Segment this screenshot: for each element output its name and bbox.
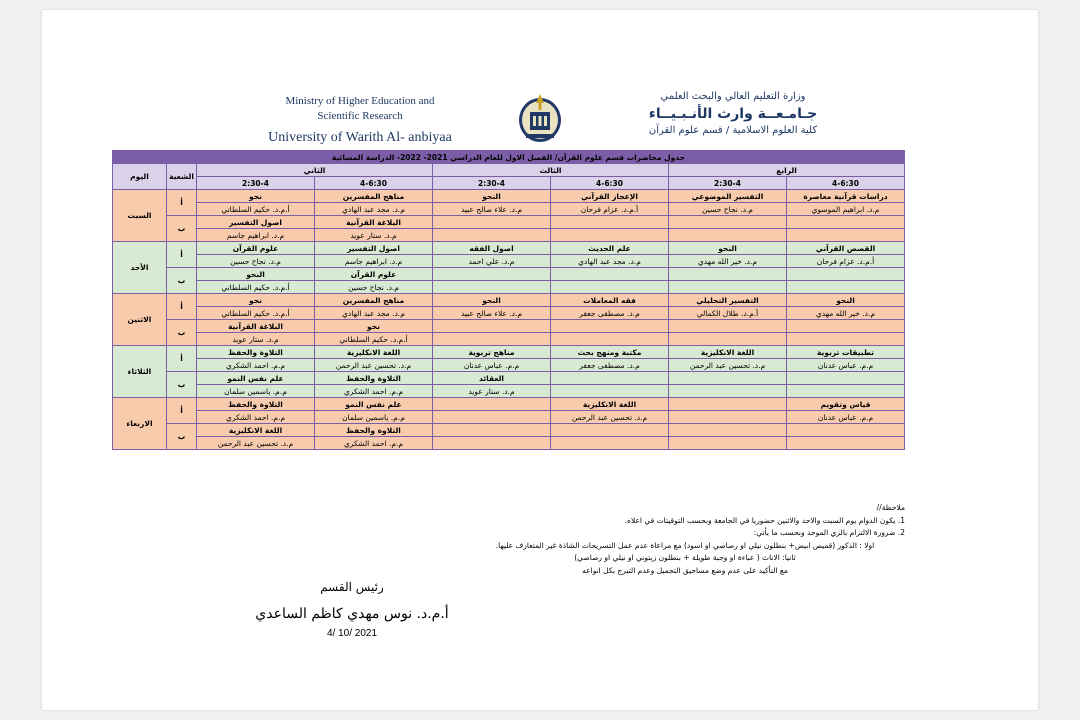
course-cell-0-1-5: اصول التفسير [197,216,315,229]
table-row [112,281,904,294]
course-cell-3-0-2: مكتبة ومنهج بحث [551,346,669,359]
teacher-cell-1-1-2 [551,281,669,294]
stage-header-1: الثالث [433,164,669,177]
course-cell-2-0-3: النحو [433,294,551,307]
note-3: اولا : الذكور (قميص ابيض+ بنطلون نيلي او رصاصي او اسود) مع مراعاة عدم عمل التسريحات الشاذة غير المتعارف عليها. [495,540,875,550]
section-cell-2-1: ب [167,320,197,346]
stage-header-0: الرابع [669,164,905,177]
time-header-5: 2:30-4 [197,177,315,190]
table-row [112,216,904,229]
section-cell-3-0: أ [167,346,197,372]
table-row [112,372,904,385]
day-cell-1: الأحد [112,242,166,294]
table-row [112,424,904,437]
section-cell-0-0: أ [167,190,197,216]
section-header: الشعبة [167,164,197,190]
signature-block [222,580,482,639]
course-cell-1-1-0 [787,268,905,281]
teacher-cell-0-1-4: م.د. ستار عويد [315,229,433,242]
table-row [112,398,904,411]
section-cell-0-1: ب [167,216,197,242]
course-cell-3-0-0: تطبيقات تربوية [787,346,905,359]
course-cell-0-0-1: التفسير الموضوعي [669,190,787,203]
note-1: 1. يكون الدوام يوم السبت والاحد والاثنين حضوريا في الجامعة وبحسب التوقيتات في اعلاه. [624,515,905,525]
header-ar-line2: جـامـعــة وارث الأنـبـيــاء [648,106,818,122]
teacher-cell-3-1-1 [669,385,787,398]
teacher-cell-1-1-5: أ.م.د. حكيم السلطاني [197,281,315,294]
teacher-cell-0-0-2: أ.م.د. عزام فرحان [551,203,669,216]
note-5: مع التأكيد على عدم وضع مساحيق التجميل وعدم التبرج بكل انواعه [582,565,788,575]
header-arabic-block [608,90,858,136]
table-row [112,359,904,372]
teacher-cell-3-0-0: م.م. عباس عدنان [787,359,905,372]
header-ar-line3: كلية العلوم الاسلامية / قسم علوم القرآن [648,125,818,136]
teacher-cell-1-1-4: م.د. نجاح حسين [315,281,433,294]
teacher-cell-2-1-0 [787,333,905,346]
course-cell-0-1-2 [551,216,669,229]
teacher-cell-0-0-3: م.د. علاء صالح عبيد [433,203,551,216]
table-row [112,320,904,333]
teacher-cell-0-0-1: م.د. نجاح حسين [669,203,787,216]
signature-name: أ.م.د. نوس مهدي كاظم الساعدي [255,606,449,622]
course-cell-1-0-1: النحو [669,242,787,255]
teacher-cell-3-1-4: م.م. احمد الشكري [315,385,433,398]
header-ar-line1: وزارة التعليم العالي والبحث العلمي [660,91,806,102]
course-cell-0-1-1 [669,216,787,229]
header-english-block [240,94,480,146]
table-row [112,385,904,398]
teacher-cell-4-0-2: م.د. تحسين عبد الرحمن [551,411,669,424]
teacher-cell-4-1-1 [669,437,787,450]
course-cell-4-0-4: علم نفس النمو [315,398,433,411]
teacher-cell-4-1-2 [551,437,669,450]
teacher-cell-1-0-3: م.د. علي احمد [433,255,551,268]
course-cell-1-1-4: علوم القرآن [315,268,433,281]
teacher-cell-2-0-4: م.د. مجد عبد الهادي [315,307,433,320]
teacher-cell-0-1-3 [433,229,551,242]
teacher-cell-4-0-0: م.م. عباس عدنان [787,411,905,424]
table-row [112,294,904,307]
course-cell-3-1-4: التلاوة والحفظ [315,372,433,385]
time-header-2: 4-6:30 [551,177,669,190]
teacher-cell-3-0-2: م.د. مصطفى جعفر [551,359,669,372]
table-title-row [112,151,904,164]
table-row [112,268,904,281]
schedule-table [112,150,905,450]
teacher-cell-1-0-0: أ.م.د. عزام فرحان [787,255,905,268]
signature-date: 4/ 10/ 2021 [326,628,378,639]
course-cell-0-1-0 [787,216,905,229]
course-cell-4-0-3 [433,398,551,411]
schedule-table-wrapper [126,150,905,450]
course-cell-3-1-2 [551,372,669,385]
teacher-cell-0-1-1 [669,229,787,242]
course-cell-2-1-1 [669,320,787,333]
day-cell-4: الاربعاء [112,398,166,450]
teacher-cell-2-0-1: أ.م.د. طلال الكمالي [669,307,787,320]
time-header-3: 2:30-4 [433,177,551,190]
course-cell-3-1-1 [669,372,787,385]
course-cell-2-0-5: نحو [197,294,315,307]
course-cell-2-0-2: فقه المعاملات [551,294,669,307]
teacher-cell-3-1-5: م.م. ياسمين سلمان [197,385,315,398]
course-cell-3-1-3: العقائد [433,372,551,385]
document-sheet [42,10,1038,710]
table-row [112,333,904,346]
teacher-cell-4-1-3 [433,437,551,450]
course-cell-4-0-1 [669,398,787,411]
course-cell-4-1-1 [669,424,787,437]
course-cell-3-1-5: علم نفس النمو [197,372,315,385]
table-row [112,190,904,203]
day-cell-3: الثلاثاء [112,346,166,398]
day-cell-2: الاثنين [112,294,166,346]
table-time-row [112,177,904,190]
teacher-cell-4-1-0 [787,437,905,450]
course-cell-3-0-5: التلاوة والحفظ [197,346,315,359]
teacher-cell-0-1-0 [787,229,905,242]
course-cell-1-1-1 [669,268,787,281]
table-title: جدول محاضرات قسم علوم القرآن/ الفصل الاول للعام الدراسي 2021- 2022- الدراسة المسائية [112,151,904,164]
teacher-cell-2-1-5: م.د. ستار عويد [197,333,315,346]
table-row [112,242,904,255]
course-cell-3-1-0 [787,372,905,385]
teacher-cell-4-1-5: م.د. تحسين عبد الرحمن [197,437,315,450]
teacher-cell-2-1-4: أ.م.د. حكيم السلطاني [315,333,433,346]
teacher-cell-0-0-4: م.د. مجد عبد الهادي [315,203,433,216]
teacher-cell-0-0-0: م.د. ابراهيم الموسوي [787,203,905,216]
course-cell-2-1-2 [551,320,669,333]
course-cell-2-1-3 [433,320,551,333]
signature-role: رئيس القسم [320,580,384,594]
header-en-line2: Scientific Research [317,110,403,122]
course-cell-4-0-5: التلاوة والحفظ [197,398,315,411]
teacher-cell-4-1-4: م.م. احمد الشكري [315,437,433,450]
teacher-cell-2-1-3 [433,333,551,346]
section-cell-1-1: ب [167,268,197,294]
course-cell-0-0-3: النحو [433,190,551,203]
note-4: ثانيا: الاناث ( عباءة او وجبة طويلة + بنطلون زيتوني او نيلي او رصاصي) [574,553,796,562]
teacher-cell-4-0-3 [433,411,551,424]
university-crest-icon [516,90,564,144]
time-header-1: 2:30-4 [669,177,787,190]
teacher-cell-2-1-1 [669,333,787,346]
course-cell-0-1-4: البلاغة القرآنية [315,216,433,229]
teacher-cell-4-0-1 [669,411,787,424]
course-cell-3-0-4: اللغة الانكليزية [315,346,433,359]
table-row [112,203,904,216]
course-cell-2-0-4: مناهج المفسرين [315,294,433,307]
course-cell-1-1-3 [433,268,551,281]
teacher-cell-1-1-1 [669,281,787,294]
teacher-cell-1-0-1: م.د. خير الله مهدي [669,255,787,268]
course-cell-4-0-0: قياس وتقويم [787,398,905,411]
time-header-4: 4-6:30 [315,177,433,190]
header-en-line3: University of Warith Al- anbiyaa [268,130,452,145]
course-cell-4-1-0 [787,424,905,437]
course-cell-1-1-2 [551,268,669,281]
course-cell-1-0-2: علم الحديث [551,242,669,255]
teacher-cell-3-1-2 [551,385,669,398]
teacher-cell-3-0-3: م.م. عباس عدنان [433,359,551,372]
course-cell-4-1-2 [551,424,669,437]
teacher-cell-3-1-0 [787,385,905,398]
table-row [112,411,904,424]
time-header-0: 4-6:30 [787,177,905,190]
teacher-cell-4-0-4: م.م. ياسمين سلمان [315,411,433,424]
course-cell-1-1-5: النحو [197,268,315,281]
course-cell-2-1-5: البلاغة القرآنية [197,320,315,333]
course-cell-3-0-1: اللغة الانكليزية [669,346,787,359]
teacher-cell-0-1-2 [551,229,669,242]
teacher-cell-0-1-5: م.د. ابراهيم جاسم [197,229,315,242]
teacher-cell-2-0-5: أ.م.د. حكيم السلطاني [197,307,315,320]
day-cell-0: السبت [112,190,166,242]
notes-title: ملاحظة// [876,503,905,512]
teacher-cell-2-0-0: م.د. خير الله مهدي [787,307,905,320]
table-row [112,229,904,242]
course-cell-1-0-3: اصول الفقه [433,242,551,255]
teacher-cell-4-0-5: م.م. احمد الشكري [197,411,315,424]
teacher-cell-1-0-2: م.د. مجد عبد الهادي [551,255,669,268]
course-cell-3-0-3: مناهج تربوية [433,346,551,359]
section-cell-1-0: أ [167,242,197,268]
table-stage-row [112,164,904,177]
course-cell-2-1-4: نحو [315,320,433,333]
section-cell-4-1: ب [167,424,197,450]
teacher-cell-1-1-3 [433,281,551,294]
course-cell-1-0-5: علوم القرآن [197,242,315,255]
course-cell-0-0-4: مناهج المفسرين [315,190,433,203]
course-cell-2-0-0: النحو [787,294,905,307]
teacher-cell-2-0-2: م.د. مصطفى جعفر [551,307,669,320]
course-cell-4-1-3 [433,424,551,437]
section-cell-3-1: ب [167,372,197,398]
course-cell-1-0-4: اصول التفسير [315,242,433,255]
course-cell-0-0-5: نحو [197,190,315,203]
course-cell-0-0-2: الإعجاز القرآني [551,190,669,203]
course-cell-4-1-5: اللغة الانكليزية [197,424,315,437]
course-cell-0-0-0: دراسات قرآنية معاصرة [787,190,905,203]
table-row [112,307,904,320]
note-2: 2. ضرورة الالتزام بالزي الموحد وبحسب ما يأتي: [753,528,905,537]
teacher-cell-1-0-5: م.د. نجاح حسين [197,255,315,268]
section-cell-4-0: أ [167,398,197,424]
document-header [42,82,1038,152]
course-cell-4-0-2: اللغة الانكليزية [551,398,669,411]
table-row [112,437,904,450]
section-cell-2-0: أ [167,294,197,320]
teacher-cell-1-0-4: م.د. ابراهيم جاسم [315,255,433,268]
teacher-cell-0-0-5: أ.م.د. حكيم السلطاني [197,203,315,216]
header-en-line1: Ministry of Higher Education and [285,95,435,107]
course-cell-0-1-3 [433,216,551,229]
notes-block [465,502,905,577]
table-row [112,346,904,359]
table-row [112,255,904,268]
teacher-cell-3-0-4: م.د. تحسين عبد الرحمن [315,359,433,372]
teacher-cell-2-1-2 [551,333,669,346]
course-cell-2-0-1: التفسير التحليلي [669,294,787,307]
teacher-cell-1-1-0 [787,281,905,294]
course-cell-4-1-4: التلاوة والحفظ [315,424,433,437]
stage-header-2: الثاني [197,164,433,177]
course-cell-2-1-0 [787,320,905,333]
day-header: اليوم [112,164,166,190]
teacher-cell-3-1-3: م.د. ستار عويد [433,385,551,398]
teacher-cell-3-0-5: م.م. احمد الشكري [197,359,315,372]
teacher-cell-3-0-1: م.د. تحسين عبد الرحمن [669,359,787,372]
teacher-cell-2-0-3: م.د. علاء صالح عبيد [433,307,551,320]
course-cell-1-0-0: القصص القرآني [787,242,905,255]
